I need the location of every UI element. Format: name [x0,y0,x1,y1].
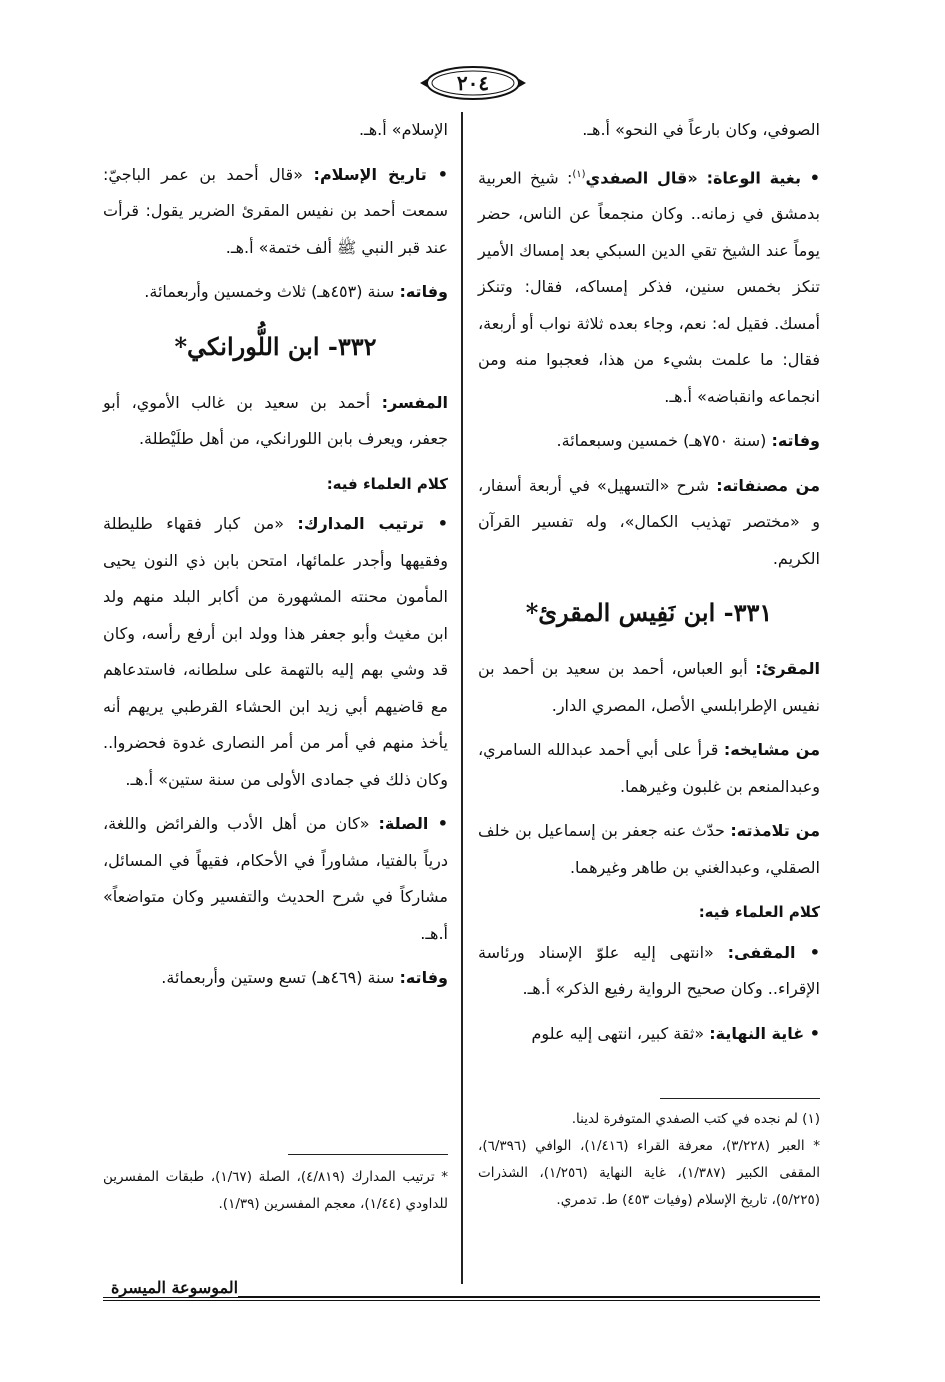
death-label: وفاته: [771,431,820,451]
death1-label: وفاته: [399,282,448,301]
mughni-label: • المقفى: [727,942,821,962]
left-column [103,112,448,1005]
bughya-label: • بغية الوعاة: «قال الصفدي [585,167,821,187]
footnote-1: (١) لم نجده في كتب الصفدي المتوفرة لدينا. [571,1111,820,1127]
madarik-label: • ترتيب المدارك: [297,514,448,533]
muqri-paragraph [478,651,820,724]
footnote-ref: (١) [572,168,586,180]
tarikh-paragraph [103,157,448,267]
works-text: شرح «التسهيل» في أربعة أسفار، و «مختصر تهذيب الكمال»، وله تفسير القرآن الكريم. [478,475,820,568]
sila-text: «كان من أهل الأدب والفرائض واللغة، درياً بالفتيا، مشاوراً في الأحكام، فقيهاً في المسائل، مشاركاً في شرح الحديث والتفسير وكان متواضعاً» أ.هـ. [103,814,448,943]
works-paragraph [478,468,820,578]
death2-paragraph [103,960,448,997]
series-title: الموسوعة الميسرة [103,1278,238,1297]
mughni-text: «انتهى إليه علوّ الإسناد ورئاسة الإقراء.. وكان صحيح الرواية رفيع الذكر» أ.هـ. [478,942,820,999]
mufassir-paragraph [103,385,448,458]
students-label: من تلامذته: [730,821,820,841]
ulama-heading-left: كلام العلماء فيه: [326,474,448,493]
footnote-rule-right [660,1098,820,1099]
shaykhs-label: من مشايخه: [723,740,821,760]
sila-paragraph [103,806,448,952]
ghaya-text: «ثقة كبير، انتهى إليه علوم [531,1023,710,1043]
death1-text: سنة (٤٥٣هـ) ثلاث وخمسين وأربعمائة. [144,282,400,301]
tarikh-label: • تاريخ الإسلام: [313,164,449,184]
muqri-text: أبو العباس، أحمد بن سعيد بن أحمد بن نفيس الإطرابلسي الأصل، المصري الدار. [478,659,820,715]
ghaya-paragraph [478,1016,820,1053]
entry-title-331: ٣٣١- ابن نَفِيس المقرئ* [525,598,773,628]
students-paragraph [478,813,820,886]
page-number-ornament [418,62,528,104]
footnotes-left [103,1164,448,1218]
ghaya-label: • غاية النهاية: [709,1023,820,1043]
column-divider [461,112,463,1284]
footnote-sources-331: * العبر (٣/٢٢٨)، معرفة القراء (١/٤١٦)، الوافي (٦/٣٩٦)، المقفى الكبير (١/٣٨٧)، غاية النهاية (١/٢٥٦)، الشذرات (٥/٢٢٥)، تاريخ الإسلام (وفيات ٤٥٣) ط. تدمري. [478,1138,821,1208]
bughya-paragraph [478,157,820,416]
madarik-text: «من كبار فقهاء طليطلة وفقيهها وأجدر علمائها، امتحن بابن ذي النون يحيى المأمون محنته المشهورة من أكابر البلد منهم ولد ابن مغيث وأبو جعفر هذا وولد ابن أرفع رأسه، وكان قد وشي بهم إليه بالتهمة على سلطانه، فاستدعاهم مع قاضيهم أبي زيد ابن الحشاء القرطبي يريهم أنه يأخذ منهم في أمر من أمر النصارى غدوة فحضروا.. وكان ذلك في جمادى الأولى من سنة ستين» أ.هـ. [103,514,448,789]
muqri-label: المقرئ: [755,659,820,679]
mufassir-text: أحمد بن سعيد بن غالب الأموي، أبو جعفر، ويعرف بابن اللورانكي، من أهل طلَيْطلة. [103,392,448,448]
works-label: من مصنفاته: [716,475,820,495]
footnotes-right [478,1106,820,1214]
left-p1: الإسلام» أ.هـ. [358,120,448,139]
right-column [478,112,820,1060]
footnote-sources-332: * ترتيب المدارك (٤/٨١٩)، الصلة (١/٦٧)، طبقات المفسرين للداودي (١/٤٤)، معجم المفسرين (١/٣٩). [103,1169,448,1212]
right-p1: الصوفي، وكان بارعاً في النحو» أ.هـ. [582,120,820,139]
shaykhs-text: قرأ على أبي أحمد عبدالله السامري، وعبدالمنعم بن غلبون وغيرهما. [478,740,820,796]
students-text: حدّث عنه جعفر بن إسماعيل بن خلف الصقلي، وعبدالغني بن طاهر وغيرهما. [478,821,820,877]
bughya-text: : شيخ العربية بدمشق في زمانه.. وكان منجمعاً عن الناس، حضر يوماً عند الشيخ تقي الدين السبكي بعد إمساك الأمير تنكز بخمس سنين، فذكر إمساكه، فقال: وتنكز أمسك. فقيل له: نعم، وجاء بعده ثلاثة نواب أو أربعة، فقال: ما علمت بشيء من هذا، فعجبوا منه ومن انجماعه وانقباضه» أ.هـ. [478,167,820,406]
madarik-paragraph [103,506,448,798]
death1-paragraph [103,274,448,311]
ulama-heading-right: كلام العلماء فيه: [698,903,820,922]
death-text: (سنة ٧٥٠هـ) خمسين وسبعمائة. [556,431,772,451]
death-paragraph [478,423,820,460]
sila-label: • الصلة: [378,814,449,833]
mughni-paragraph [478,935,820,1008]
footnote-rule-left [288,1154,448,1155]
entry-title-332: ٣٣٢- ابن اللُّورانكي* [174,331,377,361]
tarikh-text: «قال أحمد بن عمر الباجيّ: سمعت أحمد بن نفيس المقرئ الضرير يقول: قرأت عند قبر النبي ﷺ ألف ختمة» أ.هـ. [103,164,448,257]
death2-label: وفاته: [399,968,448,987]
mufassir-label: المفسر: [381,392,448,412]
death2-text: سنة (٤٦٩هـ) تسع وستين وأربعمائة. [161,968,400,987]
shaykhs-paragraph [478,732,820,805]
bottom-rule-thin [103,1300,820,1301]
page-number: ٢٠٤ [456,71,490,95]
